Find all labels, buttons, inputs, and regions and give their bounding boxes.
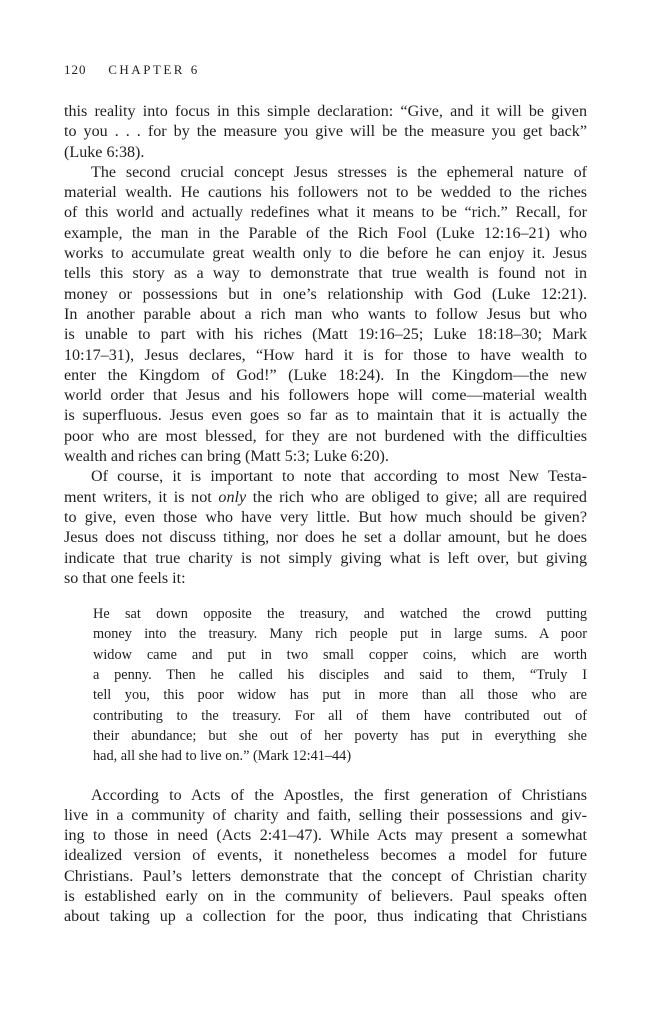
running-head (64, 62, 200, 78)
text-line: enter the Kingdom of God!” (Luke 18:24). In the Kingdom—the new (64, 366, 587, 384)
chapter-label: CHAPTER 6 (108, 62, 200, 77)
text-line: live in a community of charity and faith, selling their possessions and giv- (64, 806, 587, 824)
text-line: is superfluous. Jesus even goes so far as to maintain that it is actually the (64, 407, 587, 425)
text-line: about taking up a collection for the poor, thus indicating that Christians (64, 908, 587, 926)
text-line: 10:17–31), Jesus declares, “How hard it is for those to have wealth to (64, 346, 587, 364)
text-line: is unable to part with his riches (Matt 19:16–25; Luke 18:18–30; Mark (64, 326, 587, 344)
text-line (64, 488, 587, 508)
quote-line: their abundance; but she out of her poverty has put in everything she (93, 727, 587, 744)
quote-line: a penny. Then he called his disciples and said to them, “Truly I (93, 667, 587, 684)
text-line: money or possessions but in one’s relationship with God (Luke 12:21). (64, 285, 587, 303)
body-text (64, 102, 587, 928)
paragraph-3 (64, 467, 587, 589)
quote-line: money into the treasury. Many rich people put in large sums. A poor (93, 626, 587, 643)
paragraph-2 (64, 163, 587, 467)
paragraph-4 (64, 786, 587, 928)
emphasis-word: only (218, 488, 247, 506)
text-line: tells this story as a way to demonstrate that true wealth is found not in (64, 265, 587, 283)
text-line: example, the man in the Parable of the Rich Fool (Luke 12:16–21) who (64, 224, 587, 242)
quote-line: had, all she had to live on.” (Mark 12:41–44) (93, 748, 352, 765)
text-line: Christians. Paul’s letters demonstrate that the concept of Christian charity (64, 867, 587, 885)
text-line: so that one feels it: (64, 569, 186, 587)
text-line: this reality into focus in this simple declaration: “Give, and it will be given (64, 103, 587, 120)
text-line: Of course, it is important to note that according to most New Testa- (91, 468, 587, 486)
quote-line: He sat down opposite the treasury, and watched the crowd putting (93, 606, 587, 623)
text-line: to give, even those who have very little. But how much should be given? (64, 508, 587, 526)
text-segment: the rich who are obliged to give; all are required (246, 488, 587, 506)
text-segment: ment writers, it is not (64, 488, 219, 506)
text-line: is established early on in the community of believers. Paul speaks often (64, 887, 587, 905)
text-line: According to Acts of the Apostles, the first generation of Christians (91, 786, 587, 804)
text-line: wealth and riches can bring (Matt 5:3; Luke 6:20). (64, 448, 389, 466)
text-line: to you . . . for by the measure you give will be the measure you get back” (64, 123, 587, 141)
block-quote (64, 604, 587, 766)
page-number: 120 (64, 62, 87, 77)
text-line: world order that Jesus and his followers hope will come—material wealth (64, 387, 587, 405)
text-line: In another parable about a rich man who wants to follow Jesus but who (64, 305, 587, 323)
spacer (64, 767, 587, 786)
text-line: ing to those in need (Acts 2:41–47). While Acts may present a somewhat (64, 827, 587, 845)
text-line: (Luke 6:38). (64, 143, 145, 161)
paragraph-1 (64, 102, 587, 163)
text-line: Jesus does not discuss tithing, nor does he set a dollar amount, but he does (64, 529, 587, 547)
text-line: of this world and actually redefines what it means to be “rich.” Recall, for (64, 204, 587, 222)
text-line: The second crucial concept Jesus stresses is the ephemeral nature of (91, 163, 587, 181)
quote-line: tell you, this poor widow has put in more than all those who are (93, 687, 587, 704)
quote-line: contributing to the treasury. For all of them have contributed out of (93, 707, 587, 724)
quote-line: widow came and put in two small copper coins, which are worth (93, 646, 587, 663)
text-line: material wealth. He cautions his followers not to be wedded to the riches (64, 184, 587, 202)
text-line: works to accumulate great wealth only to die before he can enjoy it. Jesus (64, 245, 587, 263)
text-line: poor who are most blessed, for they are not burdened with the difficulties (64, 427, 587, 445)
text-line: indicate that true charity is not simply giving what is left over, but giving (64, 549, 587, 567)
text-line: idealized version of events, it nonetheless becomes a model for future (64, 847, 587, 865)
spacer (64, 589, 587, 604)
